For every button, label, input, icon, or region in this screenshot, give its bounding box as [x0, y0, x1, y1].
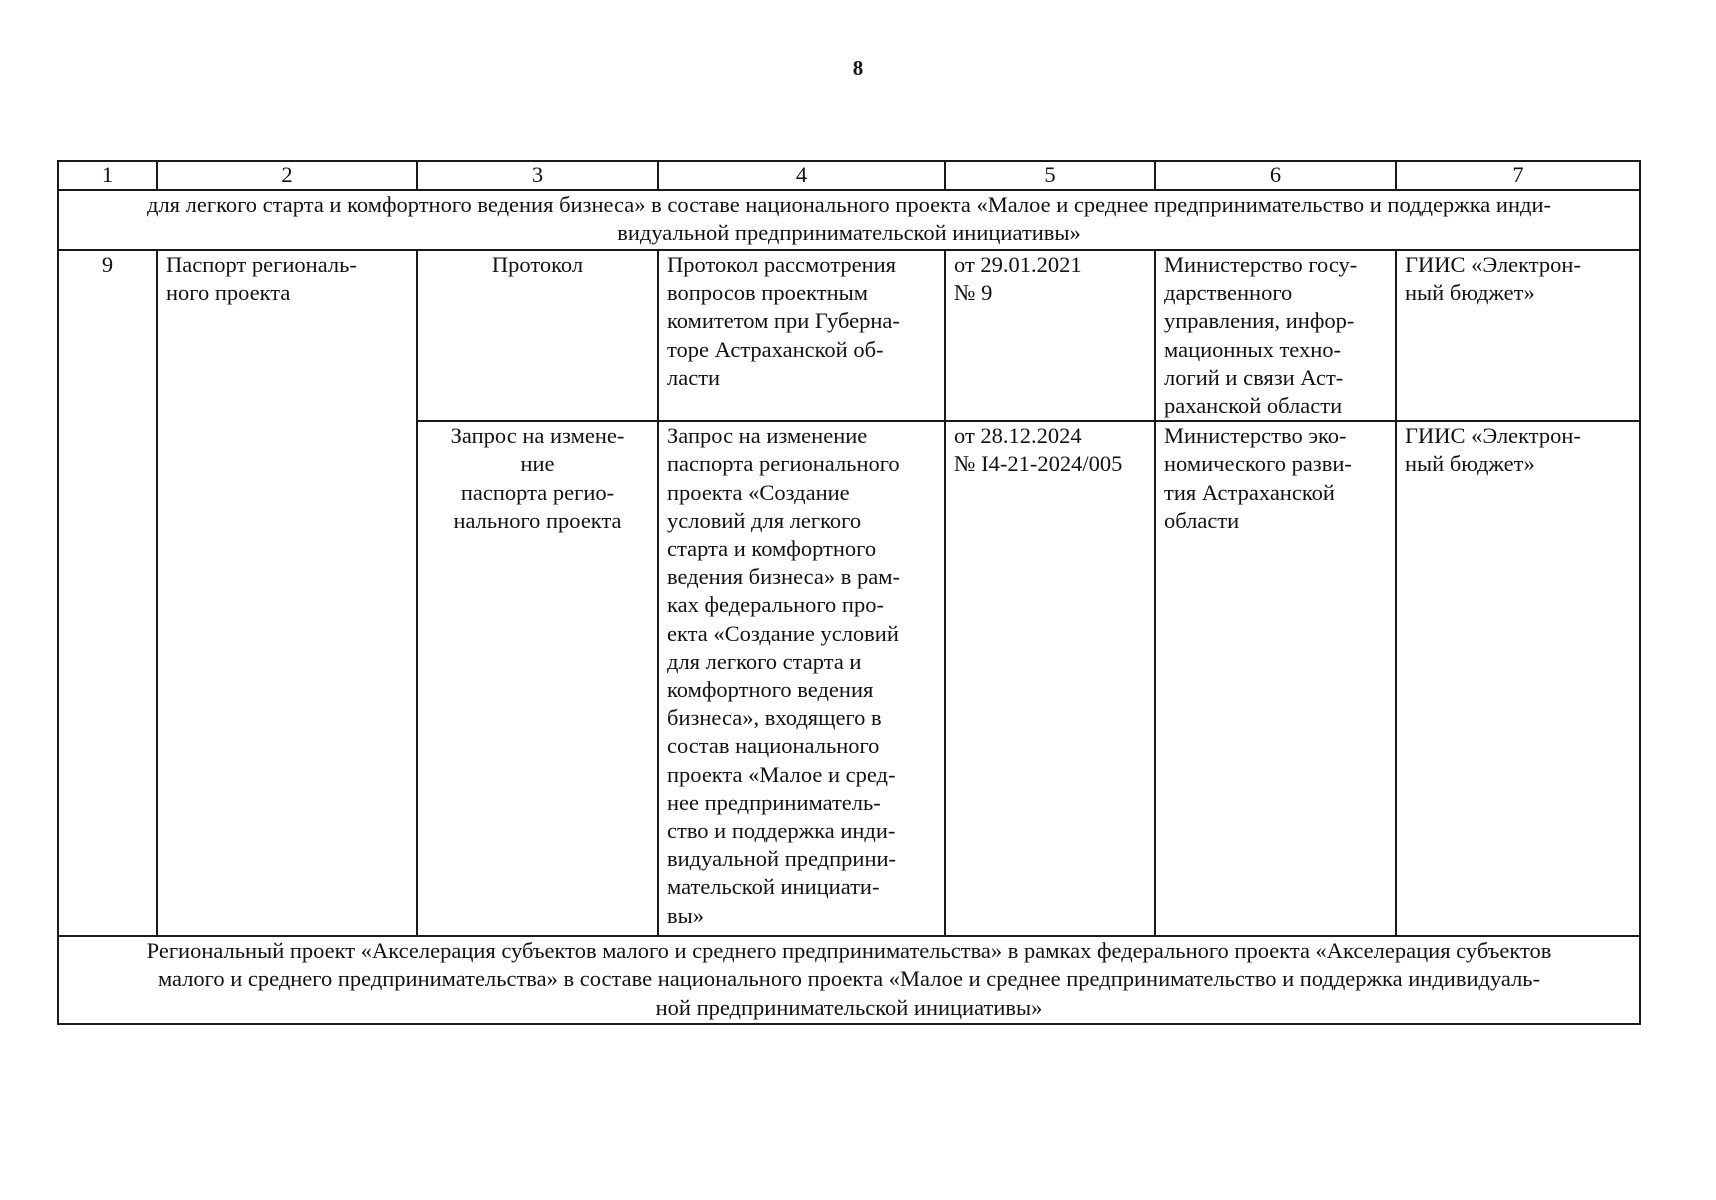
system-cell: ГИИС «Электрон- ный бюджет» — [1396, 421, 1640, 936]
document-name-cell: Запрос на изменение паспорта регионального проекта «Создание условий для легкого старта и комфортного ведения бизнеса» в рам- ках федерального про- екта «Создание условий для легкого старта и комфортного ведения бизнеса», входящего в состав национального проекта «Малое и сред- нее предприниматель- ство и поддержка инди- видуальной предприни- мательской инициати- вы» — [658, 421, 945, 936]
form-cell: Запрос на измене- ние паспорта регио- нального проекта — [417, 421, 658, 936]
column-header-4: 4 — [658, 161, 945, 190]
document-name-cell: Протокол рассмотрения вопросов проектным комитетом при Губерна- торе Астраханской об- ласти — [658, 250, 945, 421]
table-row — [58, 250, 1640, 421]
system-cell: ГИИС «Электрон- ный бюджет» — [1396, 250, 1640, 421]
section-title-bottom: Региональный проект «Акселерация субъектов малого и среднего предпринимательства» в рамках федерального проекта «Акселерация субъектов малого и среднего предпринимательства» в составе национального проекта «Малое и среднее предпринимательство и поддержка индивидуаль- ной предпринимательской инициативы» — [58, 936, 1640, 1024]
form-cell: Протокол — [417, 250, 658, 421]
section-title-row — [58, 190, 1640, 250]
authority-cell: Министерство эко- номического разви- тия Астраханской области — [1155, 421, 1396, 936]
section-title-row — [58, 936, 1640, 1024]
page-number: 8 — [852, 56, 864, 80]
column-header-1: 1 — [58, 161, 157, 190]
row-number: 9 — [58, 250, 157, 936]
column-header-3: 3 — [417, 161, 658, 190]
column-header-6: 6 — [1155, 161, 1396, 190]
date-number-cell: от 29.01.2021 № 9 — [945, 250, 1155, 421]
column-number-row — [58, 161, 1640, 190]
registry-table — [57, 160, 1641, 1025]
authority-cell: Министерство госу- дарственного управления, инфор- мационных техно- логий и связи Аст- раханской области — [1155, 250, 1396, 421]
column-header-7: 7 — [1396, 161, 1640, 190]
date-number-cell: от 28.12.2024 № I4-21-2024/005 — [945, 421, 1155, 936]
section-title-top: для легкого старта и комфортного ведения бизнеса» в составе национального проекта «Малое и среднее предпринимательство и поддержка инди- видуальной предпринимательской инициативы» — [58, 190, 1640, 250]
column-header-2: 2 — [157, 161, 417, 190]
column-header-5: 5 — [945, 161, 1155, 190]
document-type-cell: Паспорт региональ- ного проекта — [157, 250, 417, 936]
